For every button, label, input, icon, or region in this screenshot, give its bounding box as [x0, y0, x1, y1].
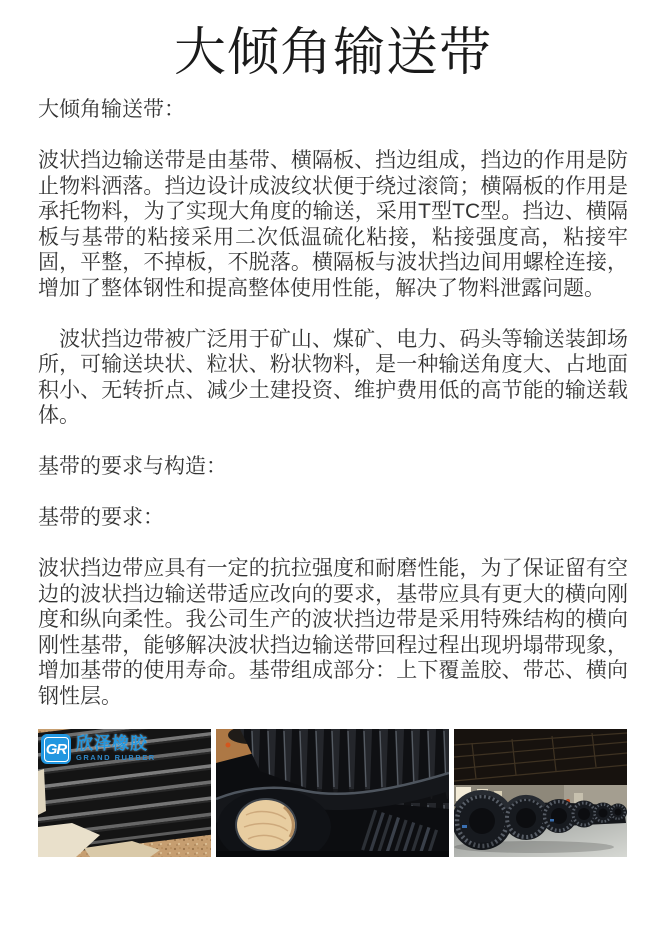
belt-warehouse-illustration [454, 729, 627, 857]
brand-name-chinese: 欣泽橡胶 [76, 734, 148, 753]
article-body [38, 97, 628, 709]
paragraph-base-belt-details: 波状挡边带应具有一定的抗拉强度和耐磨性能，为了保证留有空边的波状挡边输送带适应改向的要求，基带应具有更大的横向刚度和纵向柔性。我公司生产的波状挡边带是采用特殊结构的横向刚性基带，能够解决波状挡边输送带回程过程出现坍塌带现象，增加基带的使用寿命。基带组成部分：上下覆盖胶、带芯、横向钢性层。 [38, 557, 628, 708]
photo-sidewall-strips [38, 729, 211, 857]
grand-rubber-logo-icon: GR [41, 734, 71, 764]
belt-closeup-illustration [216, 729, 449, 857]
paragraph-applications: 波状挡边带被广泛用于矿山、煤矿、电力、码头等输送装卸场所，可输送块状、粒状、粉状物料，是一种输送角度大、占地面积小、无转折点、减少土建投资、维护费用低的高节能的输送载体。 [38, 327, 628, 427]
paragraph-composition: 波状挡边输送带是由基带、横隔板、挡边组成，挡边的作用是防止物料洒落。挡边设计成波纹状便于绕过滚筒；横隔板的作用是承托物料，为了实现大角度的输送，采用T型TC型。挡边、横隔板与基带的粘接采用二次低温硫化粘接，粘接强度高，粘接牢固，平整，不掉板，不脱落。横隔板与波状挡边间用螺栓连接，增加了整体钢性和提高整体使用性能，解决了物料泄露问题。 [38, 149, 628, 300]
photo-belt-warehouse [454, 729, 627, 857]
heading-base-belt-requirements-structure: 基带的要求与构造： [38, 455, 227, 478]
intro-label: 大倾角输送带： [38, 98, 185, 121]
photo-belt-closeup [216, 729, 449, 857]
heading-base-belt-requirements: 基带的要求： [38, 506, 164, 529]
brand-name-english: GRAND RUBBER [76, 753, 156, 762]
grand-rubber-logo [41, 734, 156, 764]
page-title: 大倾角输送带 [173, 24, 492, 82]
photo-gallery [38, 729, 666, 857]
